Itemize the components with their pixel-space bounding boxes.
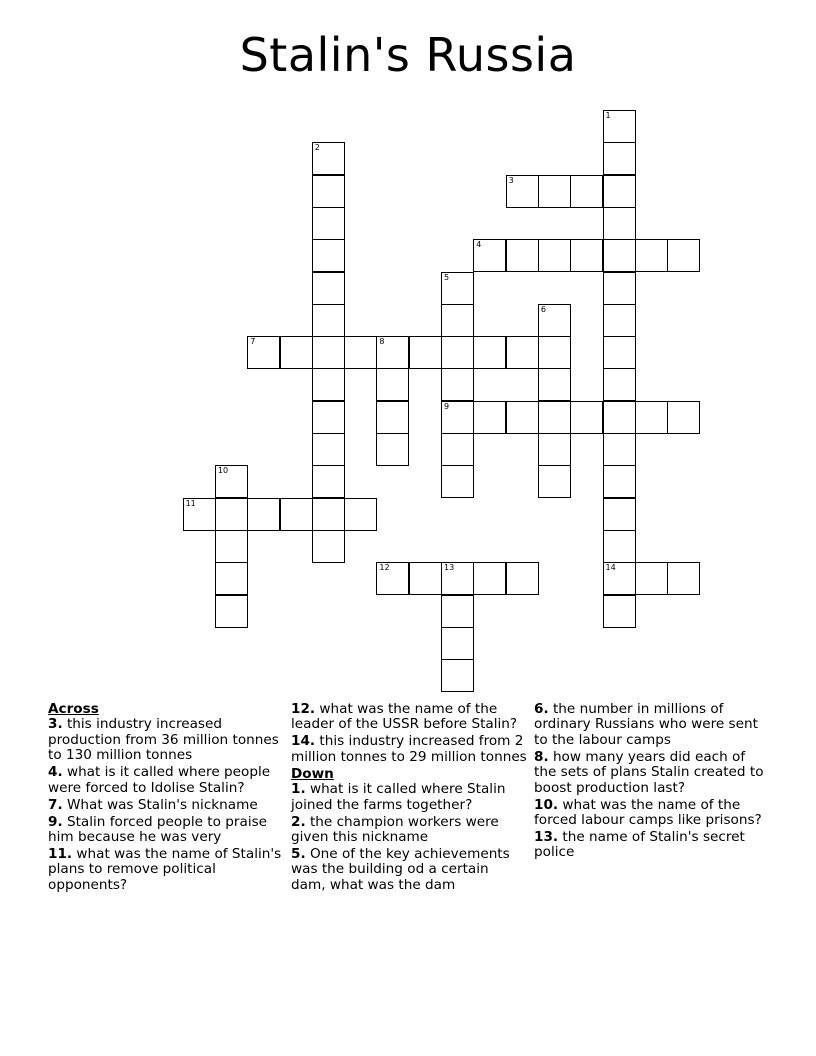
- grid-cell[interactable]: [280, 336, 313, 369]
- grid-cell[interactable]: [667, 401, 700, 434]
- grid-cell[interactable]: [441, 272, 474, 305]
- grid-cell[interactable]: [603, 175, 636, 208]
- clue-number: 2: [314, 143, 320, 153]
- grid-cell[interactable]: [215, 465, 248, 498]
- clue-number: 6: [540, 304, 546, 314]
- grid-cell[interactable]: [506, 175, 539, 208]
- clue-number: 14: [605, 563, 616, 573]
- grid-cell[interactable]: [441, 595, 474, 628]
- grid-cell[interactable]: [312, 272, 345, 305]
- grid-cell[interactable]: [538, 401, 571, 434]
- grid-cell[interactable]: [603, 401, 636, 434]
- grid-cell[interactable]: [441, 627, 474, 660]
- clue-number-label: 6.: [534, 701, 549, 717]
- grid-cell[interactable]: [635, 239, 668, 272]
- grid-cell[interactable]: [506, 336, 539, 369]
- clue-item: [291, 815, 527, 846]
- grid-cell[interactable]: [635, 562, 668, 595]
- grid-cell[interactable]: [441, 304, 474, 337]
- grid-cell[interactable]: [441, 433, 474, 466]
- grid-cell[interactable]: [312, 368, 345, 401]
- grid-cell[interactable]: [183, 498, 216, 531]
- clue-number-label: 2.: [291, 813, 306, 830]
- grid-cell[interactable]: [376, 401, 409, 434]
- clue-text: the champion workers were given this nickname: [291, 813, 499, 846]
- clue-number: 3: [508, 175, 514, 185]
- clue-number: 13: [444, 563, 455, 573]
- grid-cell[interactable]: [344, 498, 377, 531]
- grid-cell[interactable]: [538, 433, 571, 466]
- grid-cell[interactable]: [441, 401, 474, 434]
- grid-cell[interactable]: [280, 498, 313, 531]
- grid-cell[interactable]: [376, 336, 409, 369]
- grid-cell[interactable]: [409, 336, 442, 369]
- clue-text: this industry increased from 2 million tonnes to 29 million tonnes: [291, 733, 527, 765]
- clue-number-label: 12.: [291, 701, 316, 717]
- clue-item: [48, 847, 284, 893]
- grid-cell[interactable]: [538, 175, 571, 208]
- grid-cell[interactable]: [409, 562, 442, 595]
- grid-cell[interactable]: [603, 304, 636, 337]
- grid-cell[interactable]: [603, 498, 636, 531]
- clue-item: [534, 798, 770, 829]
- grid-cell[interactable]: [376, 433, 409, 466]
- grid-cell[interactable]: [603, 368, 636, 401]
- clue-number-label: 11.: [48, 846, 73, 863]
- clue-number-label: 7.: [48, 796, 63, 813]
- clue-text: what was the name of the leader of the USSR before Stalin?: [291, 701, 518, 733]
- clue-number: 5: [444, 272, 450, 282]
- clue-number-label: 13.: [534, 829, 559, 846]
- grid-cell[interactable]: [506, 239, 539, 272]
- clue-number-label: 8.: [534, 748, 549, 765]
- grid-cell[interactable]: [603, 272, 636, 305]
- clue-item: [48, 815, 284, 846]
- clue-text: what was the name of the forced labour camps like prisons?: [534, 796, 762, 829]
- clue-text: the name of Stalin's secret police: [534, 829, 745, 861]
- grid-cell[interactable]: [538, 304, 571, 337]
- clue-number: 7: [250, 337, 256, 347]
- clues-column-3: [534, 702, 770, 862]
- clue-text: how many years did each of the sets of plans Stalin created to boost production last?: [534, 748, 764, 796]
- clue-text: Stalin forced people to praise him because he was very: [48, 813, 268, 846]
- clue-number-label: 4.: [48, 764, 63, 781]
- grid-cell[interactable]: [603, 110, 636, 143]
- grid-cell[interactable]: [312, 336, 345, 369]
- grid-cell[interactable]: [376, 562, 409, 595]
- grid-cell[interactable]: [603, 530, 636, 563]
- grid-cell[interactable]: [570, 175, 603, 208]
- grid-cell[interactable]: [538, 336, 571, 369]
- grid-cell[interactable]: [603, 239, 636, 272]
- grid-cell[interactable]: [312, 465, 345, 498]
- clue-item: [291, 847, 527, 893]
- grid-cell[interactable]: [603, 142, 636, 175]
- clues-heading: Down: [291, 765, 334, 782]
- clue-number: 8: [379, 337, 385, 347]
- grid-cell[interactable]: [247, 336, 280, 369]
- clue-text: what is it called where Stalin joined the farms together?: [291, 781, 506, 813]
- grid-cell[interactable]: [473, 336, 506, 369]
- clue-number: 11: [185, 498, 196, 508]
- grid-cell[interactable]: [506, 401, 539, 434]
- clue-text: One of the key achievements was the building od a certain dam, what was the dam: [291, 846, 510, 893]
- clue-item: [48, 717, 284, 763]
- clue-item: [291, 782, 527, 813]
- clue-number-label: 3.: [48, 716, 63, 733]
- grid-cell[interactable]: [603, 433, 636, 466]
- clue-item: [291, 734, 527, 765]
- grid-cell[interactable]: [603, 562, 636, 595]
- grid-cell[interactable]: [312, 433, 345, 466]
- grid-cell[interactable]: [506, 562, 539, 595]
- clue-text: what was the name of Stalin's plans to remove political opponents?: [48, 846, 282, 893]
- grid-cell[interactable]: [215, 595, 248, 628]
- clue-number-label: 9.: [48, 813, 63, 830]
- grid-cell[interactable]: [570, 401, 603, 434]
- grid-cell[interactable]: [667, 562, 700, 595]
- clue-number: 9: [444, 401, 450, 411]
- grid-cell[interactable]: [312, 142, 345, 175]
- clue-text: this industry increased production from 36 million tonnes to 130 million tonnes: [48, 716, 279, 764]
- grid-cell[interactable]: [603, 336, 636, 369]
- clue-item: [534, 830, 770, 861]
- grid-cell[interactable]: [441, 368, 474, 401]
- grid-cell[interactable]: [441, 659, 474, 692]
- clue-number-label: 1.: [291, 781, 306, 798]
- grid-cell[interactable]: [473, 562, 506, 595]
- grid-cell[interactable]: [441, 562, 474, 595]
- grid-cell[interactable]: [215, 562, 248, 595]
- clue-item: [534, 702, 770, 748]
- grid-cell[interactable]: [376, 368, 409, 401]
- grid-cell[interactable]: [312, 401, 345, 434]
- grid-cell[interactable]: [473, 401, 506, 434]
- clue-item: [534, 750, 770, 796]
- grid-cell[interactable]: [312, 207, 345, 240]
- clue-item: [48, 798, 284, 813]
- clue-text: What was Stalin's nickname: [62, 796, 258, 813]
- clue-number: 1: [605, 111, 611, 120]
- grid-cell[interactable]: [312, 175, 345, 208]
- grid-cell[interactable]: [473, 239, 506, 272]
- grid-cell[interactable]: [312, 530, 345, 563]
- grid-cell[interactable]: [312, 304, 345, 337]
- clue-item: [291, 702, 527, 733]
- clue-text: what is it called where people were forced to Idolise Stalin?: [48, 764, 271, 796]
- clue-number-label: 14.: [291, 733, 316, 750]
- grid-cell[interactable]: [570, 239, 603, 272]
- clue-number-label: 5.: [291, 846, 306, 863]
- grid-cell[interactable]: [538, 239, 571, 272]
- grid-cell[interactable]: [538, 368, 571, 401]
- clues-column-2: [291, 702, 527, 895]
- grid-cell[interactable]: [603, 207, 636, 240]
- grid-cell[interactable]: [441, 336, 474, 369]
- grid-cell[interactable]: [441, 465, 474, 498]
- grid-cell[interactable]: [312, 498, 345, 531]
- clue-text: the number in millions of ordinary Russians who were sent to the labour camps: [534, 701, 758, 748]
- clues-heading: Across: [48, 701, 99, 717]
- clue-number: 10: [217, 466, 229, 476]
- clues-column-1: [48, 702, 284, 895]
- clue-item: [48, 765, 284, 796]
- grid-cell[interactable]: [603, 465, 636, 498]
- grid-cell[interactable]: [635, 401, 668, 434]
- clue-number-label: 10.: [534, 796, 559, 813]
- clue-number: 12: [379, 563, 390, 573]
- grid-cell[interactable]: [312, 239, 345, 272]
- grid-cell[interactable]: [247, 498, 280, 531]
- grid-cell[interactable]: [667, 239, 700, 272]
- grid-cell[interactable]: [344, 336, 377, 369]
- grid-cell[interactable]: [215, 530, 248, 563]
- clue-number: 4: [476, 240, 482, 250]
- grid-cell[interactable]: [603, 595, 636, 628]
- grid-cell[interactable]: [215, 498, 248, 531]
- page-title: Stalin's Russia: [239, 28, 577, 82]
- grid-cell[interactable]: [538, 465, 571, 498]
